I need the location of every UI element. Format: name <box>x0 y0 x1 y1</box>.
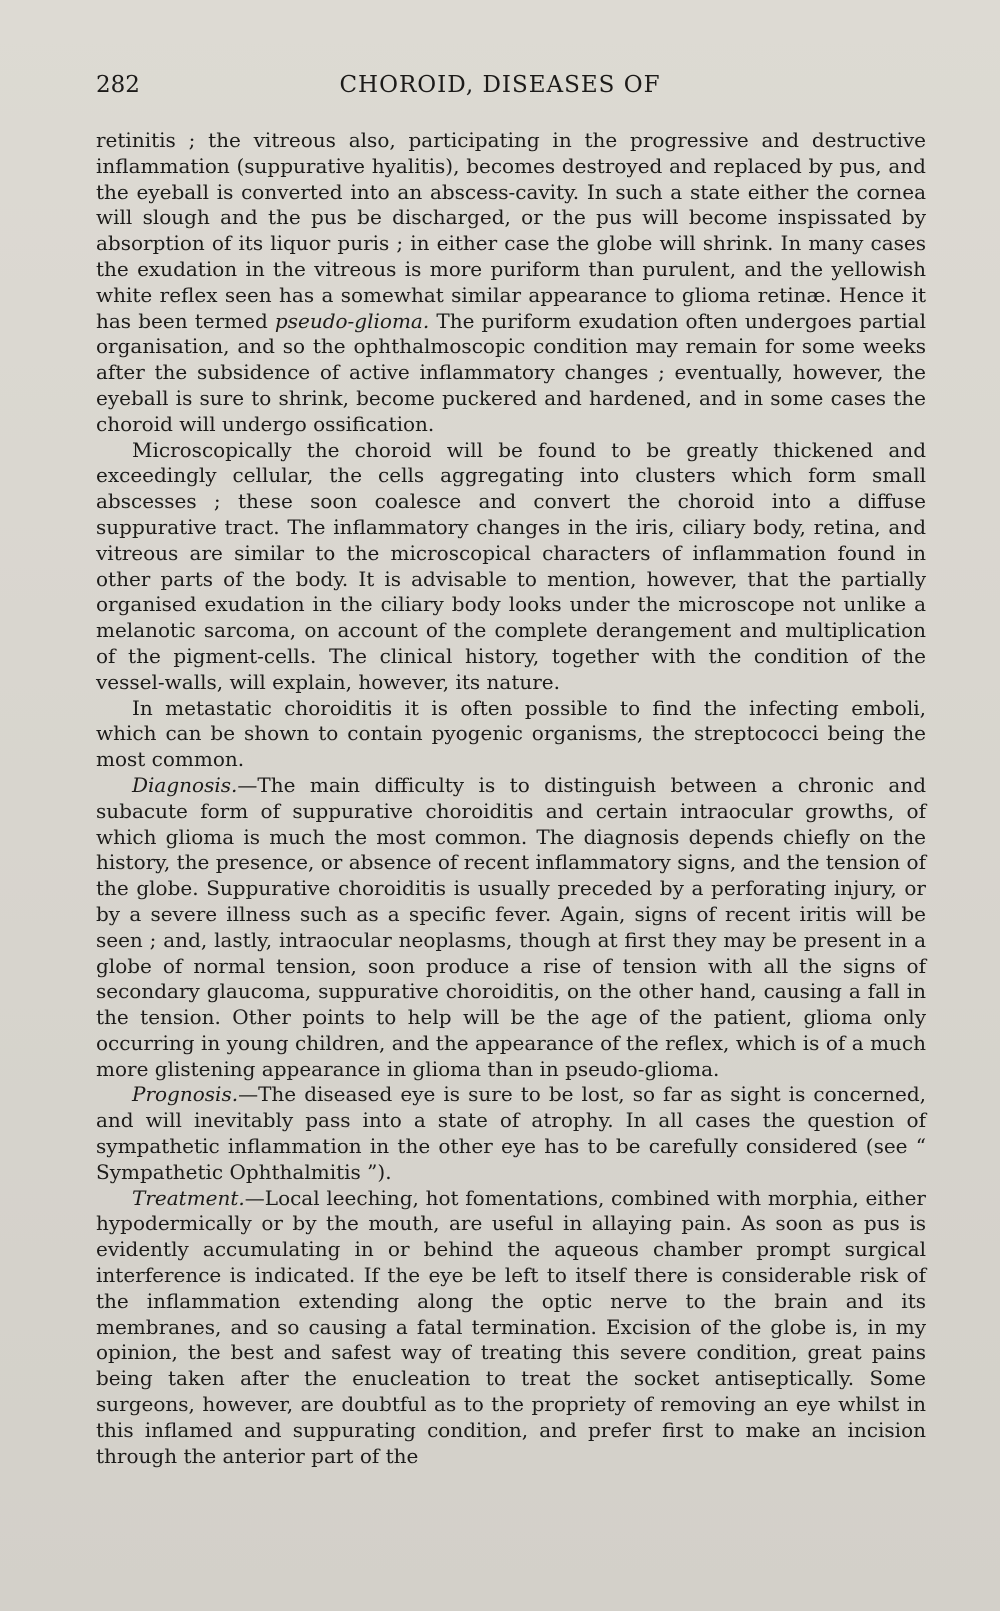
paragraph-1-text-cont: The puriform exudation often undergoes partial organisation, and so the ophthalmoscopic condition may remain for some weeks after the subsidence of active inflammatory changes ; eventually, however, the eyeball is sure to shrink, become puckered and hardened, and in some cases the choroid will undergo ossification. <box>96 308 926 436</box>
paragraph-diagnosis <box>96 773 926 1083</box>
paragraph-treatment <box>96 1186 926 1470</box>
paragraph-2-text: Microscopically the choroid will be found to be greatly thickened and exceedingly cellular, the cells aggregating into clusters which form small abscesses ; these soon coalesce and convert the choroid into a diffuse suppurative tract. The inflammatory changes in the iris, ciliary body, retina, and vitreous are similar to the microscopical characters of inflammation found in other parts of the body. It is advisable to mention, however, that the partially organised exudation in the ciliary body looks under the microscope not unlike a melanotic sarcoma, on account of the complete derangement and multiplication of the pigment-cells. The clinical history, together with the condition of the vessel-walls, will explain, however, its nature. <box>96 437 926 694</box>
diagnosis-heading: Diagnosis. <box>132 772 238 797</box>
page-number: 282 <box>96 72 140 98</box>
paragraph-1-text: retinitis ; the vitreous also, participating in the progressive and destructive inflammation (suppurative hyalitis), becomes destroyed and replaced by pus, and the eyeball is converted into an abscess-cavity. In such a state either the cornea will slough and the pus be discharged, or the pus will become inspissated by absorption of its liquor puris ; in either case the globe will shrink. In many cases the exudation in the vitreous is more puriform than purulent, and the yellowish white reflex seen has a somewhat similar appearance to glioma retinæ. Hence it has been termed <box>96 128 926 333</box>
body-text <box>96 128 926 1469</box>
treatment-text: —Local leeching, hot fomentations, combined with morphia, either hypodermically or by the mouth, are useful in allaying pain. As soon as pus is evidently accumulating in or behind the aqueous chamber prompt surgical interference is indicated. If the eye be left to itself there is considerable risk of the inflammation extending along the optic nerve to the brain and its membranes, and so causing a fatal termination. Excision of the globe is, in my opinion, the best and safest way of treating this severe condition, great pains being taken after the enucleation to treat the socket antiseptically. Some surgeons, however, are doubtful as to the propriety of removing an eye whilst in this inflamed and suppurating condition, and prefer first to make an incision through the anterior part of the <box>96 1185 926 1468</box>
paragraph-3-text: In metastatic choroiditis it is often possible to find the infecting emboli, which can be shown to contain pyogenic organisms, the streptococci being the most common. <box>96 695 926 772</box>
prognosis-text: —The diseased eye is sure to be lost, so far as sight is concerned, and will inevitably pass into a state of atrophy. In all cases the question of sympathetic inflammation in the other eye has to be carefully considered (see “ Sympathetic Ophthalmitis ”). <box>96 1082 926 1184</box>
diagnosis-text: —The main difficulty is to distinguish between a chronic and subacute form of suppurative choroiditis and certain intraocular growths, of which glioma is much the most common. The diagnosis depends chiefly on the history, the presence, or absence of recent inflammatory signs, and the tension of the globe. Suppurative choroiditis is usually preceded by a perforating injury, or by a severe illness such as a specific fever. Again, signs of recent iritis will be seen ; and, lastly, intraocular neoplasms, though at first they may be present in a globe of normal tension, soon produce a rise of tension with all the signs of secondary glaucoma, suppurative choroiditis, on the other hand, causing a fall in the tension. Other points to help will be the age of the patient, glioma only occurring in young children, and the appearance of the reflex, which is of a much more glistening appearance in glioma than in pseudo-glioma. <box>96 772 926 1081</box>
pseudo-glioma-term: pseudo-glioma. <box>274 308 430 333</box>
paragraph-2 <box>96 438 926 696</box>
prognosis-heading: Prognosis. <box>132 1082 239 1107</box>
running-head <box>96 72 904 108</box>
treatment-heading: Treatment. <box>132 1185 245 1210</box>
paragraph-3 <box>96 696 926 773</box>
paragraph-1 <box>96 128 926 438</box>
paragraph-prognosis <box>96 1082 926 1185</box>
running-title: CHOROID, DISEASES OF <box>339 72 661 98</box>
